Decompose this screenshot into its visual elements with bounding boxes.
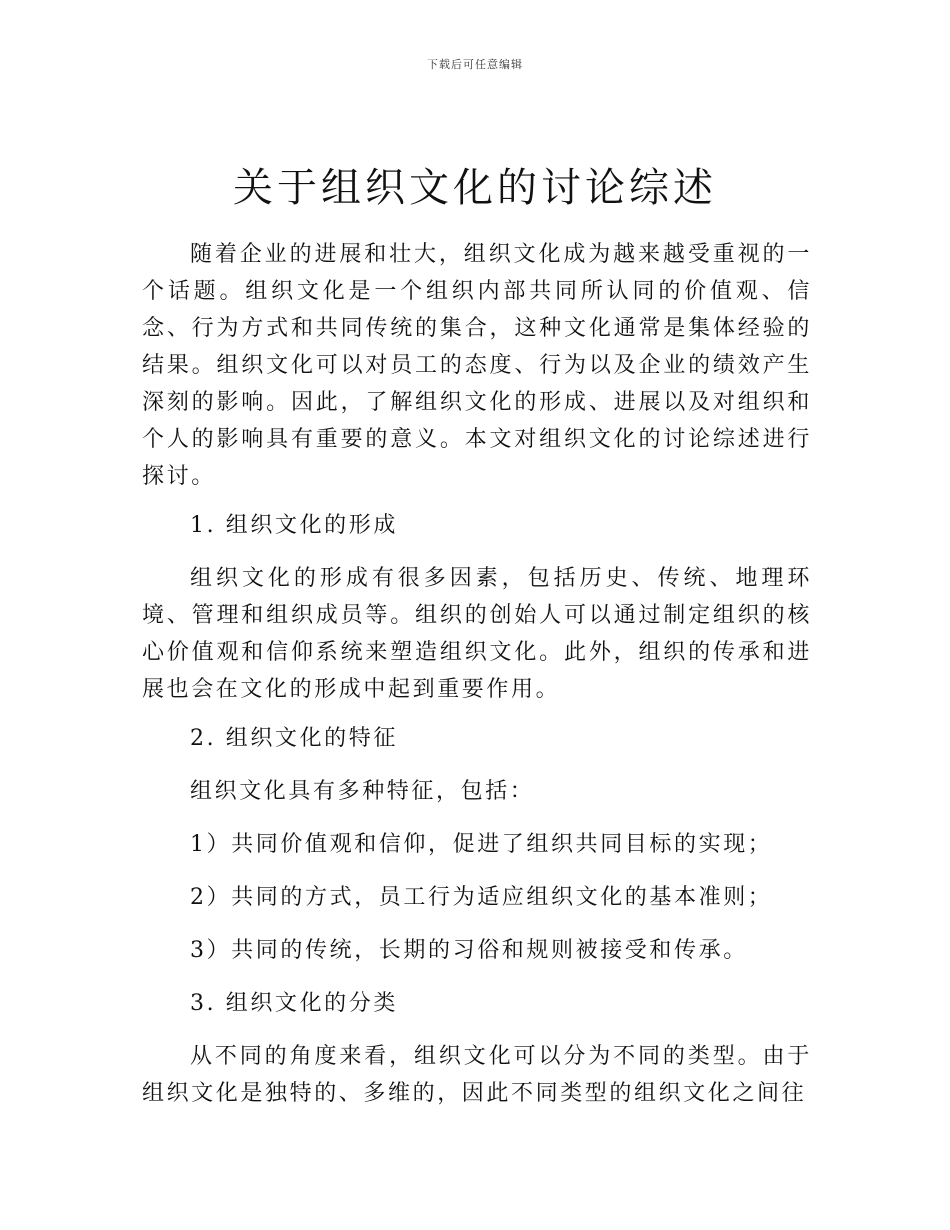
feature-item-3: 3）共同的传统，长期的习俗和规则被接受和传承。 xyxy=(190,938,748,963)
header-note: 下载后可任意编辑 xyxy=(427,58,523,71)
section-heading-classification: 3. 组织文化的分类 xyxy=(190,991,398,1016)
section-heading-features: 2. 组织文化的特征 xyxy=(190,726,398,751)
classification-paragraph: 从不同的角度来看，组织文化可以分为不同的类型。由于组织文化是独特的、多维的，因此不同类型的组织文化之间往 xyxy=(142,1044,812,1106)
intro-paragraph: 随着企业的进展和壮大，组织文化成为越来越受重视的一个话题。组织文化是一个组织内部共同所认同的价值观、信念、行为方式和共同传统的集合，这种文化通常是集体经验的结果。组织文化可以对员工的态度、行为以及企业的绩效产生深刻的影响。因此，了解组织文化的形成、进展以及对组织和个人的影响具有重要的意义。本文对组织文化的讨论综述进行探讨。 xyxy=(142,242,812,489)
document-title: 关于组织文化的讨论综述 xyxy=(233,165,717,211)
section-heading-formation: 1. 组织文化的形成 xyxy=(190,513,398,538)
feature-item-2: 2）共同的方式，员工行为适应组织文化的基本准则； xyxy=(190,885,773,910)
features-intro: 组织文化具有多种特征，包括： xyxy=(190,779,535,804)
document-body xyxy=(142,236,812,1112)
formation-paragraph: 组织文化的形成有很多因素，包括历史、传统、地理环境、管理和组织成员等。组织的创始人可以通过制定组织的核心价值观和信仰系统来塑造组织文化。此外，组织的传承和进展也会在文化的形成中起到重要作用。 xyxy=(142,566,812,702)
feature-item-1: 1）共同价值观和信仰，促进了组织共同目标的实现； xyxy=(190,832,773,857)
